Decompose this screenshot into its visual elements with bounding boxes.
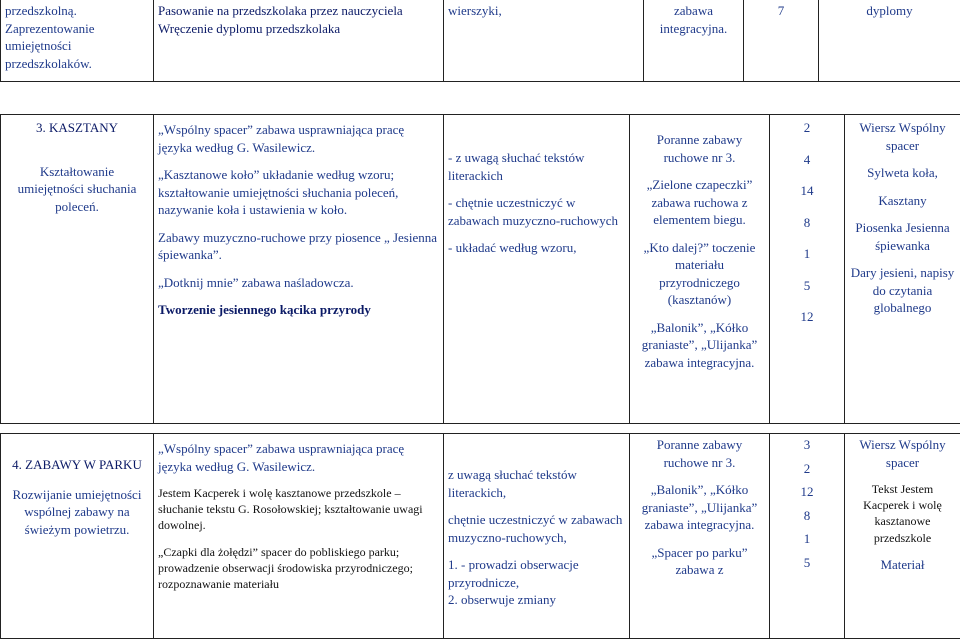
sec4-games bbox=[630, 434, 770, 639]
table-top bbox=[0, 0, 960, 82]
sec3-material: Kasztany bbox=[849, 192, 956, 210]
top-col2-line1: Pasowanie na przedszkolaka przez nauczyciela bbox=[158, 2, 439, 20]
sec4-number: 2 bbox=[774, 460, 840, 478]
sec4-number: 3 bbox=[774, 436, 840, 454]
top-col2-line2: Wręczenie dyplomu przedszkolaka bbox=[158, 20, 439, 38]
sec4-number: 5 bbox=[774, 554, 840, 572]
sec3-number: 5 bbox=[774, 277, 840, 295]
top-col4: zabawa integracyjna. bbox=[644, 0, 744, 82]
sec4-topic bbox=[1, 434, 154, 639]
top-col6: dyplomy bbox=[819, 0, 960, 82]
sec3-material: Sylweta koła, bbox=[849, 164, 956, 182]
top-col5: 7 bbox=[744, 0, 819, 82]
sec4-activities bbox=[154, 434, 444, 639]
sec4-numbers bbox=[770, 434, 845, 639]
sec4-subtitle: Rozwijanie umiejętności wspólnej zabawy na świeżym powietrzu. bbox=[5, 486, 149, 539]
sec3-activity: „Wspólny spacer” zabawa usprawniająca pracę języka według G. Wasilewicz. bbox=[158, 121, 439, 156]
sec4-goal: z uwagą słuchać tekstów literackich, bbox=[448, 466, 625, 501]
sec4-number: 1 bbox=[774, 530, 840, 548]
sec4-number: 12 bbox=[774, 483, 840, 501]
top-col3: wierszyki, bbox=[444, 0, 644, 82]
sec4-materials bbox=[845, 434, 960, 639]
sec3-goals bbox=[444, 115, 630, 424]
sec3-game: „Balonik”, „Kółko graniaste”, „Ulijanka” zabawa integracyjna. bbox=[634, 319, 765, 372]
sec4-activity: Jestem Kacperek i wolę kasztanowe przedszkole – słuchanie tekstu G. Rosołowskiej; kształtowanie uwagi dowolnej. bbox=[158, 485, 439, 534]
sec3-material: Wiersz Wspólny spacer bbox=[849, 119, 956, 154]
sec3-games bbox=[630, 115, 770, 424]
sec3-activity: Zabawy muzyczno-ruchowe przy piosence „ Jesienna śpiewanka”. bbox=[158, 229, 439, 264]
sec4-goal: chętnie uczestniczyć w zabawach muzyczno-ruchowych, bbox=[448, 511, 625, 546]
sec3-game: „Kto dalej?” toczenie materiału przyrodniczego (kasztanów) bbox=[634, 239, 765, 309]
sec4-goal: 1. - prowadzi obserwacje przyrodnicze, bbox=[448, 556, 625, 591]
sec3-number: 4 bbox=[774, 151, 840, 169]
sec3-materials bbox=[845, 115, 960, 424]
sec4-goals bbox=[444, 434, 630, 639]
sec3-subtitle: Kształtowanie umiejętności słuchania poleceń. bbox=[5, 163, 149, 216]
sec4-material: Materiał bbox=[849, 556, 956, 574]
sec3-title: 3. KASZTANY bbox=[5, 119, 149, 137]
sec3-game: „Zielone czapeczki” zabawa ruchowa z elementem biegu. bbox=[634, 176, 765, 229]
sec3-numbers bbox=[770, 115, 845, 424]
sec3-number: 12 bbox=[774, 308, 840, 326]
sec4-activity: „Wspólny spacer” zabawa usprawniająca pracę języka według G. Wasilewicz. bbox=[158, 440, 439, 475]
sec3-goal: - układać według wzoru, bbox=[448, 239, 625, 257]
table-section-3 bbox=[0, 114, 960, 424]
sec4-game: „Balonik”, „Kółko graniaste”, „Ulijanka” zabawa integracyjna. bbox=[634, 481, 765, 534]
sec3-number: 1 bbox=[774, 245, 840, 263]
sec3-activities bbox=[154, 115, 444, 424]
sec3-activity: „Kasztanowe koło” układanie według wzoru; kształtowanie umiejętności słuchania poleceń, nazywanie koła i ustawienia w koło. bbox=[158, 166, 439, 219]
sec3-number: 14 bbox=[774, 182, 840, 200]
sec4-title: 4. ZABAWY W PARKU bbox=[5, 456, 149, 474]
sec3-goal: - chętnie uczestniczyć w zabawach muzyczno-ruchowych bbox=[448, 194, 625, 229]
table-section-4 bbox=[0, 433, 960, 639]
sec4-game: „Spacer po parku” zabawa z bbox=[634, 544, 765, 579]
sec3-game: Poranne zabawy ruchowe nr 3. bbox=[634, 131, 765, 166]
sec4-goal: 2. obserwuje zmiany bbox=[448, 591, 625, 609]
sec4-activity: „Czapki dla żołędzi” spacer do pobliskiego parku; prowadzenie obserwacji środowiska przyrodniczego; rozpoznawanie materiału bbox=[158, 544, 439, 593]
sec3-activity: „Dotknij mnie” zabawa naśladowcza. bbox=[158, 274, 439, 292]
top-col1: przedszkolną. Zaprezentowanie umiejętności przedszkolaków. bbox=[1, 0, 154, 82]
sec4-material: Tekst Jestem Kacperek i wolę kasztanowe przedszkole bbox=[849, 481, 956, 546]
sec3-number: 8 bbox=[774, 214, 840, 232]
top-col2 bbox=[154, 0, 444, 82]
sec3-topic bbox=[1, 115, 154, 424]
sec3-material: Piosenka Jesienna śpiewanka bbox=[849, 219, 956, 254]
sec3-goal: - z uwagą słuchać tekstów literackich bbox=[448, 149, 625, 184]
sec4-number: 8 bbox=[774, 507, 840, 525]
sec3-material: Dary jesieni, napisy do czytania globalnego bbox=[849, 264, 956, 317]
sec4-material: Wiersz Wspólny spacer bbox=[849, 436, 956, 471]
sec3-activity: Tworzenie jesiennego kącika przyrody bbox=[158, 301, 439, 319]
sec3-number: 2 bbox=[774, 119, 840, 137]
sec4-game: Poranne zabawy ruchowe nr 3. bbox=[634, 436, 765, 471]
